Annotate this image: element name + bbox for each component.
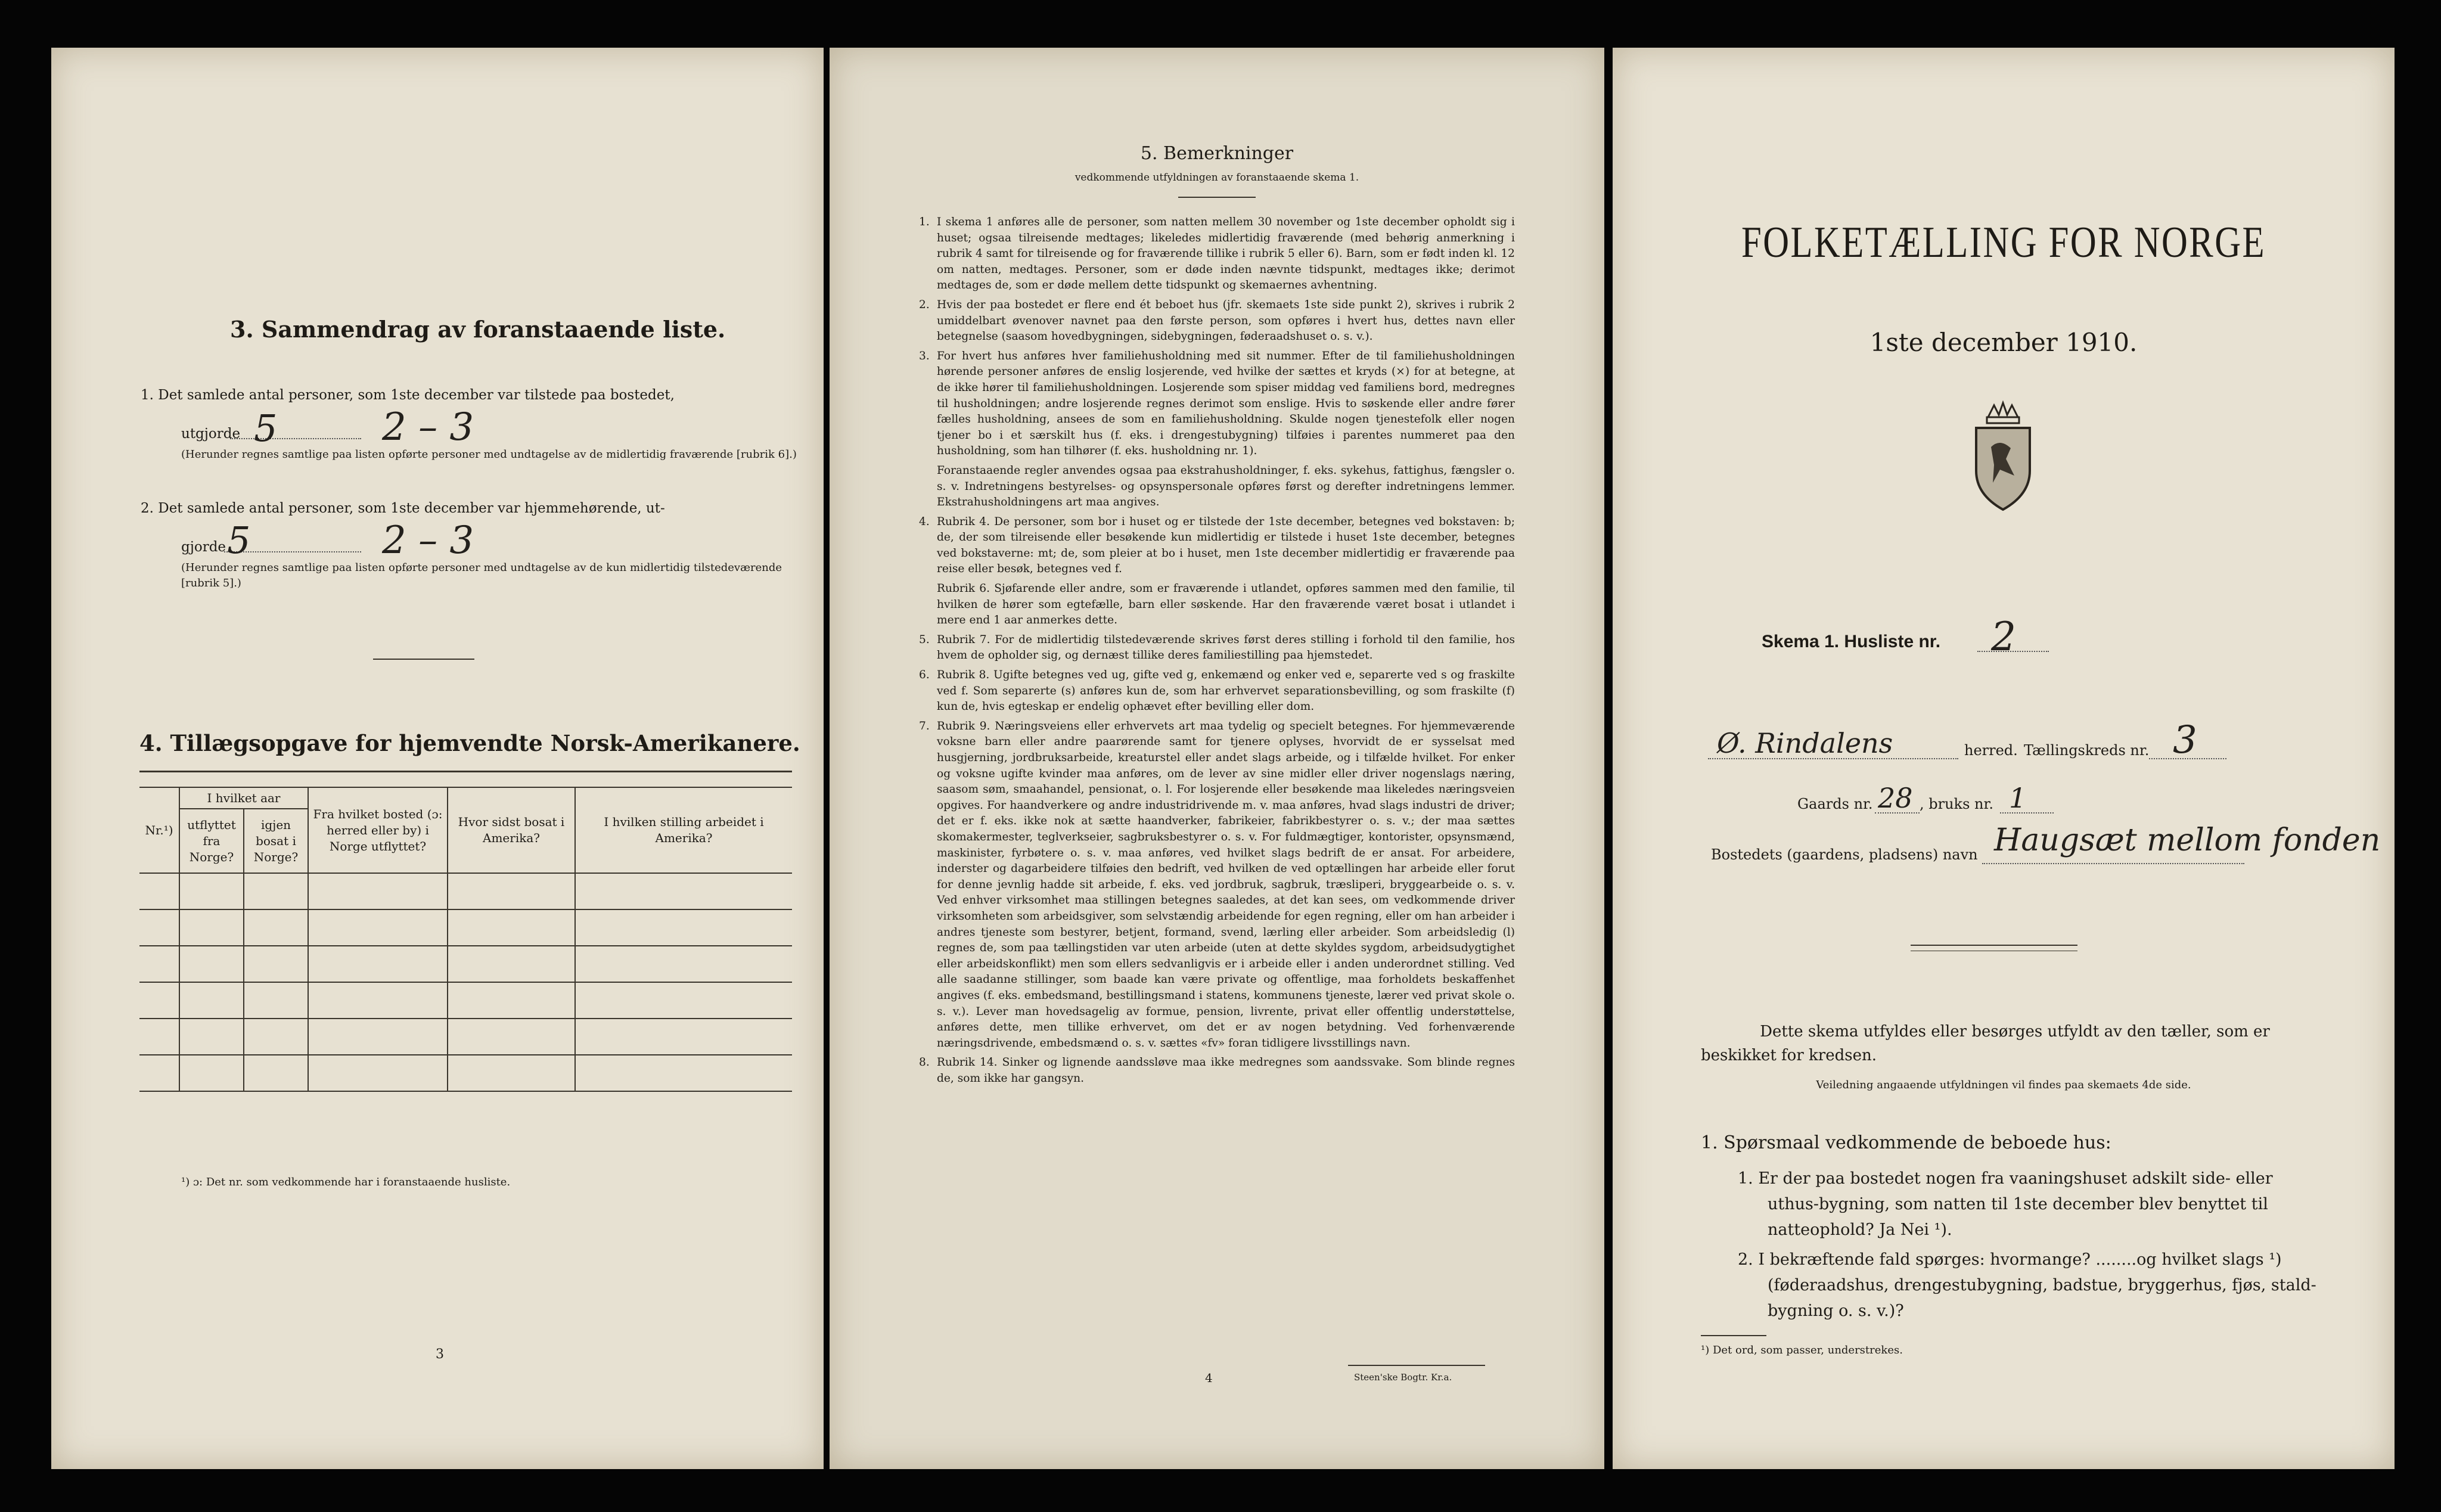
table-row bbox=[139, 873, 792, 909]
middle-page bbox=[830, 48, 1604, 1469]
divider bbox=[1911, 945, 2077, 946]
col-igjen: igjen bosat i Norge? bbox=[244, 809, 308, 873]
item1-handwritten-a: 5 bbox=[254, 406, 278, 450]
bruks-label: , bruks nr. bbox=[1920, 796, 1993, 812]
info-small: Veiledning angaaende utfyldningen vil findes paa skemaets 4de side. bbox=[1816, 1079, 2191, 1091]
norsk-amerikanere-table bbox=[139, 787, 792, 1092]
schema-handwritten: 2 bbox=[1991, 614, 2016, 660]
remark-text: Hvis der paa bostedet er flere end ét beboet hus (jfr. skemaets 1ste side punkt 2), skrives i rubrik 2 umiddelbart øvenover navnet paa den første person, som opføres i hvert hus, dettes navn eller betegnelse (saasom hovedbygningen, sidebygningen, føderaadshuset o. s. v.). bbox=[937, 298, 1515, 343]
remark-paragraph bbox=[919, 1055, 1515, 1086]
remark-text: Rubrik 4. De personer, som bor i huset og er tilstede der 1ste december, betegnes ved bokstaven: b; de, der som tilreisende eller besøkende kun midlertidig er tilstede i huset 1ste december, betegnes ved bokstaverne: mt; de, som pleier at bo i huset, men 1ste december midlertidig er fraværende paa reise eller besøk, betegnes ved f. bbox=[937, 515, 1515, 576]
gaards-handwritten: 28 bbox=[1878, 782, 1913, 814]
bosted-handwritten: Haugsæt mellom fonden bbox=[1994, 822, 2381, 858]
q2-line-3: bygning o. s. v.)? bbox=[1768, 1302, 1904, 1320]
remark-number: 6. bbox=[919, 669, 930, 682]
col-stilling: I hvilken stilling arbeidet i Amerika? bbox=[575, 787, 792, 873]
q1-line-2: uthus-bygning, som natten til 1ste december blev benyttet til bbox=[1768, 1195, 2268, 1213]
table-row bbox=[139, 982, 792, 1019]
printer-rule bbox=[1348, 1365, 1485, 1366]
remarks-subtitle: vedkommende utfyldningen av foranstaaende skema 1. bbox=[1074, 172, 1359, 184]
remark-text: Rubrik 7. For de midlertidig tilstedeværende skrives først deres stilling i forhold til den familie, hos hvem de opholder sig, og dernæst tillike deres familiestilling paa hjemstedet. bbox=[937, 633, 1515, 662]
table-row bbox=[139, 909, 792, 946]
coat-of-arms-icon bbox=[1964, 399, 2042, 513]
remark-paragraph bbox=[919, 581, 1515, 629]
item2-handwritten-a: 5 bbox=[227, 519, 251, 562]
page-number: 4 bbox=[1205, 1371, 1213, 1385]
q2-line-1: 2. I bekræftende fald spørges: hvormange? ........og hvilket slags ¹) bbox=[1738, 1250, 2282, 1269]
document-title: FOLKETÆLLING FOR NORGE bbox=[1741, 218, 2266, 267]
item1-line: 1. Det samlede antal personer, som 1ste december var tilstede paa bostedet, bbox=[141, 387, 675, 403]
table-footnote: ¹) ɔ: Det nr. som vedkommende har i foranstaaende husliste. bbox=[181, 1176, 511, 1188]
col-utflyttet: utflyttet fra Norge? bbox=[179, 809, 244, 873]
q2-line-2: (føderaadshus, drengestubygning, badstue, bryggerhus, fjøs, stald- bbox=[1768, 1276, 2316, 1294]
q1-line-3: natteophold? Ja Nei ¹). bbox=[1768, 1221, 1952, 1239]
item2-handwritten-b: 2 – 3 bbox=[382, 519, 474, 563]
remark-number: 7. bbox=[919, 719, 930, 732]
info-line-2: beskikket for kredsen. bbox=[1701, 1047, 1877, 1064]
bosted-dotline bbox=[1982, 863, 2244, 864]
herred-handwritten: Ø. Rindalens bbox=[1717, 727, 1893, 759]
footnote-rule bbox=[1701, 1335, 1766, 1336]
item2-label: gjorde bbox=[181, 539, 226, 555]
kreds-label: Tællingskreds nr. bbox=[2024, 742, 2150, 759]
page-number: 3 bbox=[436, 1347, 444, 1362]
printer-imprint: Steen'ske Bogtr. Kr.a. bbox=[1354, 1372, 1452, 1383]
section-4-rule bbox=[139, 771, 792, 772]
remark-paragraph bbox=[919, 215, 1515, 294]
title-rule bbox=[1178, 197, 1256, 198]
divider bbox=[373, 659, 474, 660]
remark-text: For hvert hus anføres hver familiehusholdning med sit nummer. Efter de til familiehusholdningen hørende personer anføres de enslig losjerende, ved hvilke der sættes et kryds (×) for at betegne, at de ikke hører til familiehusholdningen. Losjerende som spiser middag ved familiens bord, medregnes til husholdningen; andre losjerende regnes derimot som enslige. Hvis to søskende eller andre fører fælles husholdning, ansees de som en familiehusholdning. Skulde nogen tjenestefolk eller nogen tjener bo i et særskilt hus (f. eks. i drengestubygning) tilføies i parentes nummeret paa den husholdning, som han tilhører (f. eks. husholdning nr. 1). bbox=[937, 349, 1515, 458]
document-date: 1ste december 1910. bbox=[1869, 328, 2138, 357]
remark-number: 1. bbox=[919, 216, 930, 228]
remark-paragraph bbox=[919, 349, 1515, 460]
section-3-title: 3. Sammendrag av foranstaaende liste. bbox=[230, 316, 726, 343]
herred-label: herred. bbox=[1964, 742, 2018, 759]
col-bosted: Fra hvilket bosted (ɔ: herred eller by) i Norge utflyttet? bbox=[308, 787, 448, 873]
item1-handwritten-b: 2 – 3 bbox=[382, 405, 474, 449]
item2-line: 2. Det samlede antal personer, som 1ste december var hjemmehørende, ut- bbox=[141, 501, 665, 516]
col-nr: Nr.¹) bbox=[139, 787, 179, 873]
questions-heading: 1. Spørsmaal vedkommende de beboede hus: bbox=[1701, 1132, 2111, 1153]
item2-note: (Herunder regnes samtlige paa listen opførte personer med undtagelse av de kun midlertidig tilstedeværende [rubrik 5].) bbox=[181, 561, 782, 589]
remark-paragraph bbox=[919, 632, 1515, 664]
item1-label: utgjorde bbox=[181, 426, 241, 442]
col-group-year: I hvilket aar bbox=[179, 787, 308, 809]
remark-text: Foranstaaende regler anvendes ogsaa paa ekstrahusholdninger, f. eks. sykehus, fattighus, fængsler o. s. v. Indretningens bestyrelses- og opsynspersonale opføres først og derefter indretningens lemmer. Ekstrahusholdningens art maa angives. bbox=[937, 464, 1515, 509]
table-row bbox=[139, 1019, 792, 1055]
remark-number: 3. bbox=[919, 349, 930, 362]
remark-paragraph bbox=[919, 514, 1515, 578]
bosted-label: Bostedets (gaardens, pladsens) navn bbox=[1711, 846, 1978, 863]
gaards-dotline bbox=[1875, 812, 1920, 814]
table-row bbox=[139, 1055, 792, 1091]
herred-dotline bbox=[1708, 758, 1958, 759]
remark-number: 4. bbox=[919, 515, 930, 528]
section-4-title: 4. Tillægsopgave for hjemvendte Norsk-Amerikanere. bbox=[139, 730, 800, 756]
table-row bbox=[139, 946, 792, 982]
right-page bbox=[1613, 48, 2395, 1469]
item1-dotline bbox=[230, 438, 361, 439]
remark-text: Rubrik 9. Næringsveiens eller erhvervets art maa tydelig og specielt betegnes. For hjemmeværende voksne barn eller andre paarørende samt for tjenere oplyses, hvorvidt de er sysselsat med husgjerning, jordbruksarbeide, kreaturstel eller andet slags arbeide, og i tilfælde hvilket. For enker og voksne ugifte kvinder maa anføres, om de lever av sine midler eller driver nogenslags næring, saasom søm, smaahandel, pensionat, o. l. For losjerende eller besøkende maa likeledes næringsveien opgives. For haandverkere og andre industridrivende m. v. maa anføres, hvad slags industri de driver; det er f. eks. ikke nok at sætte haandverker, fabrikeier, fabrikbestyrer o. s. v.; der maa sættes skomakermester, teglverkseier, sagbruksbestyrer o. s. v. For fuldmægtiger, kontorister, opsynsmænd, maskinister, fyrbøtere o. s. v. maa anføres, ved hvilket slags bedrift de er ansat. For arbeidere, inderster og dagarbeidere tilføies den bedrift, ved hvilken de ved optællingen har arbeide eller forut for denne jevnlig hadde sit arbeide, f. eks. ved jordbruk, sagbruk, træsliperi, bryggearbeide o. s. v. Ved enhver virksomhet maa stillingen betegnes saaledes, at det kan sees, om vedkommende driver virksomheten som arbeidsgiver, som selvstændig arbeidende for egen regning, eller om han arbeider i andres tjeneste som bestyrer, betjent, formand, svend, lærling eller arbeider. Som arbeidsledig (l) regnes de, som paa tællingstiden var uten arbeide (uten at dette skyldes sygdom, arbeidsudygtighet eller arbeidskonflikt) men som ellers sedvanligvis er i arbeide eller i anden underordnet stilling. Ved alle saadanne stillinger, som baade kan være private og offentlige, maa forholdets beskaffenhet angives (f. eks. embedsmand, bestillingsmand i statens, kommunens tjeneste, lærer ved privat skole o. s. v.). Lever man hovedsagelig av formue, pension, livrente, privat eller offentlig understøttelse, anføres dette, men tillike erhvervet, om det er av nogen betydning. Ved forhenværende næringsdrivende, embedsmænd o. s. v. sættes «fv» foran tidligere livsstillings navn. bbox=[937, 719, 1515, 1050]
remark-text: Rubrik 8. Ugifte betegnes ved ug, gifte ved g, enkemænd og enker ved e, separerte ved s og fraskilte ved f. Som separerte (s) anføres kun de, som har erhvervet separationsbevilling, og som fraskilte (f) kun de, hvis egteskap er endelig ophævet efter bevilling eller dom. bbox=[937, 669, 1515, 713]
remark-paragraph bbox=[919, 297, 1515, 345]
q1-line-1: 1. Er der paa bostedet nogen fra vaaningshuset adskilt side- eller bbox=[1738, 1169, 2273, 1188]
schema-label: Skema 1. Husliste nr. bbox=[1762, 632, 1941, 651]
remark-text: Rubrik 6. Sjøfarende eller andre, som er fraværende i utlandet, opføres sammen med den familie, til hvilken de hører som egtefælle, barn eller søskende. Har den fraværende været bosat i utlandet i mere end 1 aar anmerkes dette. bbox=[937, 582, 1515, 627]
bruks-handwritten: 1 bbox=[2009, 782, 2027, 814]
kreds-handwritten: 3 bbox=[2173, 718, 2197, 762]
remark-paragraph bbox=[919, 667, 1515, 715]
remarks-body bbox=[919, 215, 1515, 1090]
page-footnote: ¹) Det ord, som passer, understrekes. bbox=[1701, 1344, 1903, 1356]
remark-number: 2. bbox=[919, 298, 930, 311]
remark-text: I skema 1 anføres alle de personer, som natten mellem 30 november og 1ste december opholdt sig i huset; ogsaa tilreisende medtages; likeledes midlertidig fraværende (med behørig anmerkning i rubrik 4 samt for tilreisende og for fraværende tillike i rubrik 5 eller 6). Barn, som er født inden kl. 12 om natten, medtages. Personer, som er døde inden nævnte tidspunkt, medtages ikke; derimot medtages de, som er døde mellem dette tidspunkt og skemaernes avhentning. bbox=[937, 216, 1515, 292]
item1-note: (Herunder regnes samtlige paa listen opførte personer med undtagelse av de midlertidig fraværende [rubrik 6].) bbox=[181, 448, 797, 461]
left-page bbox=[51, 48, 824, 1469]
col-amerika: Hvor sidst bosat i Amerika? bbox=[448, 787, 575, 873]
gaards-label: Gaards nr. bbox=[1797, 796, 1873, 812]
remark-number: 8. bbox=[919, 1056, 930, 1069]
remark-paragraph bbox=[919, 463, 1515, 511]
remark-number: 5. bbox=[919, 633, 930, 646]
info-line-1: Dette skema utfyldes eller besørges utfyldt av den tæller, som er bbox=[1760, 1023, 2270, 1041]
bruks-dotline bbox=[2000, 812, 2054, 814]
remarks-title: 5. Bemerkninger bbox=[1140, 143, 1294, 164]
remark-paragraph bbox=[919, 719, 1515, 1051]
remark-text: Rubrik 14. Sinker og lignende aandssløve maa ikke medregnes som aandssvake. Som blinde regnes de, som ikke har gangsyn. bbox=[937, 1056, 1515, 1085]
